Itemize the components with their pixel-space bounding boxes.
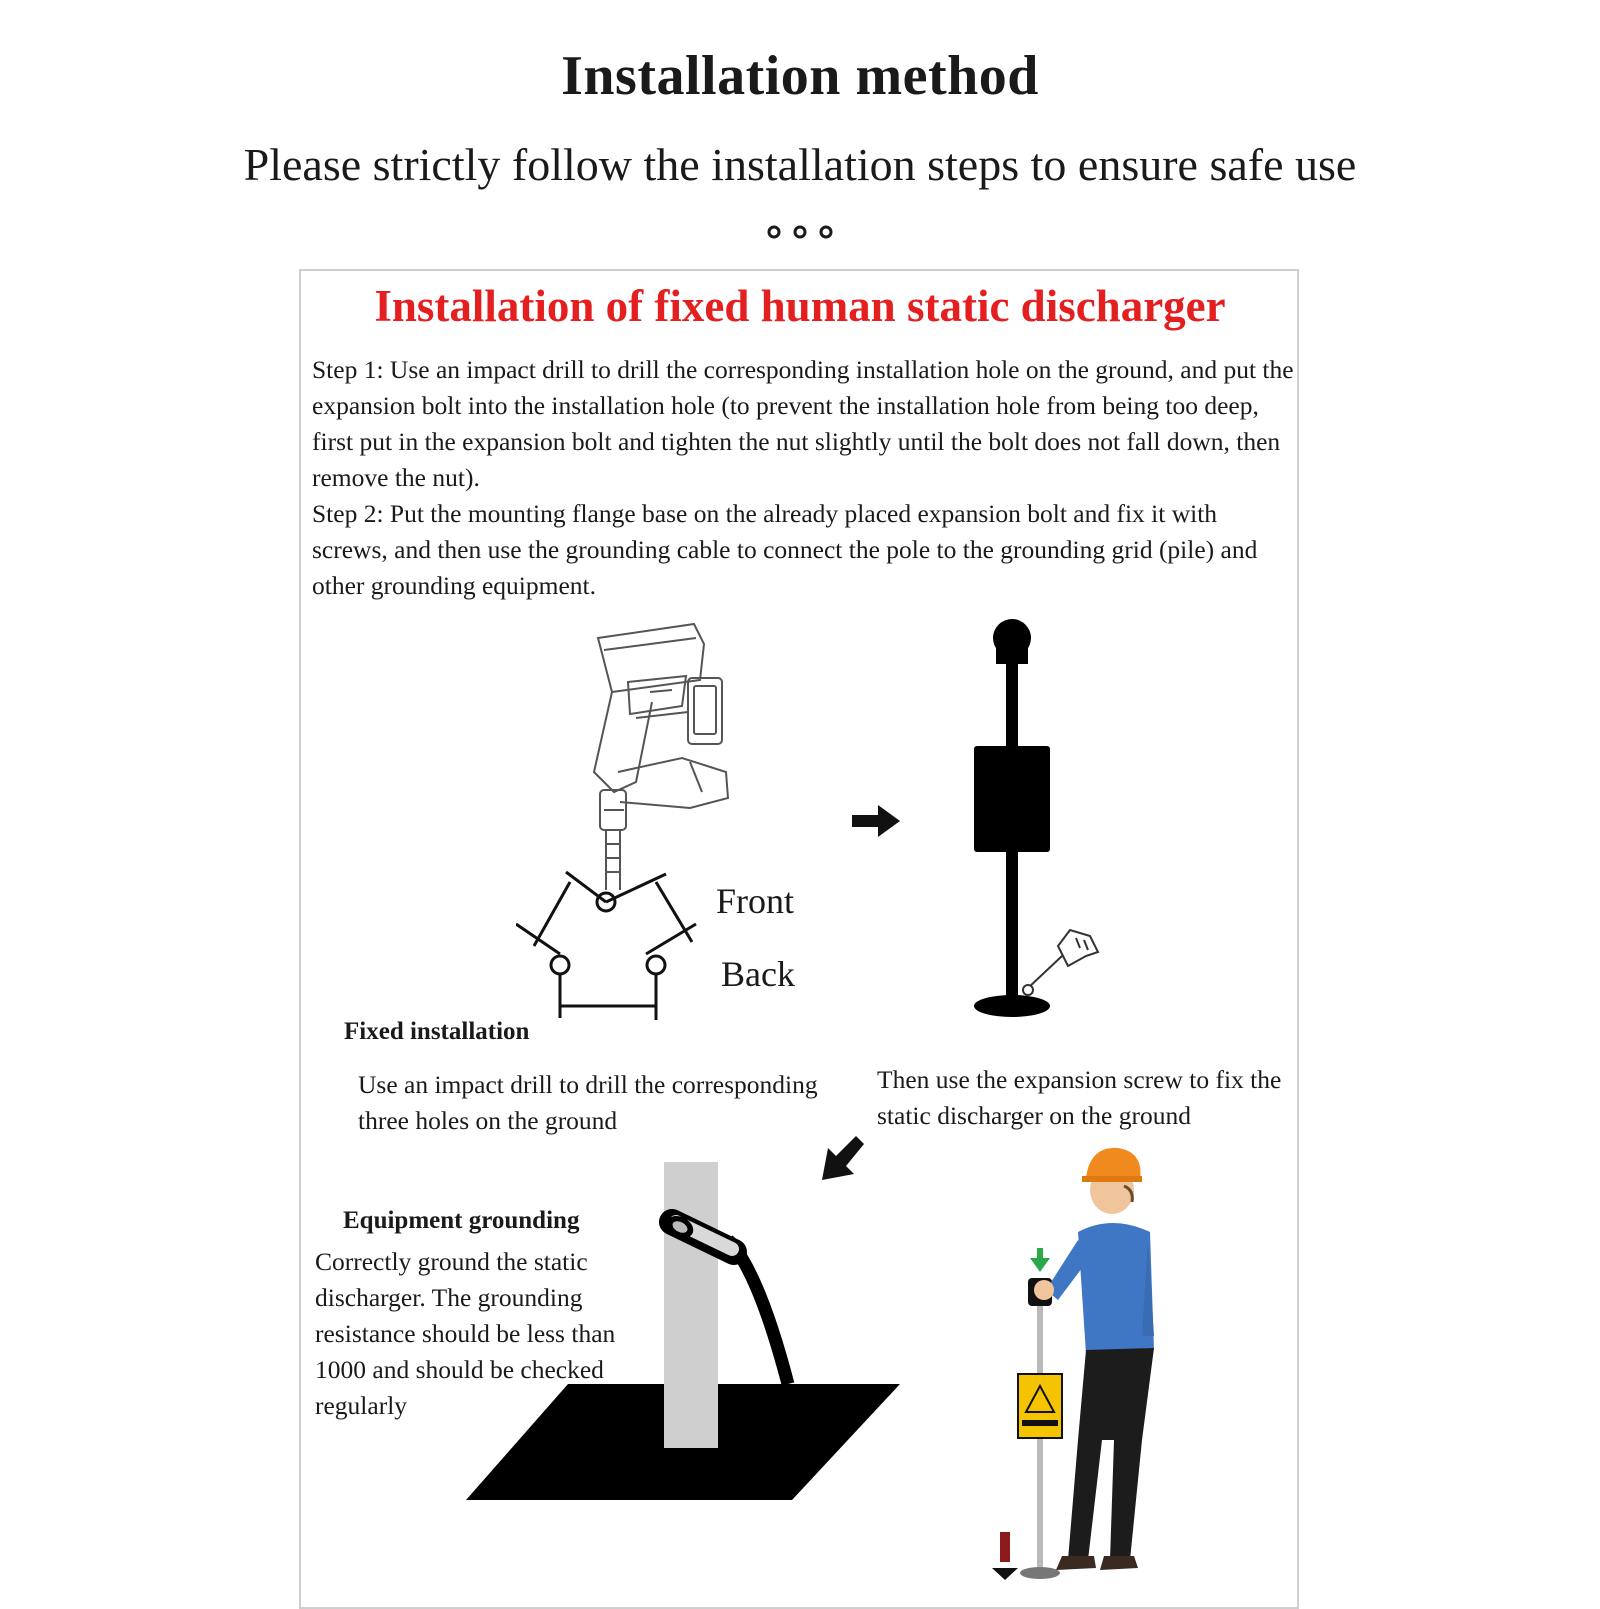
equipment-grounding-caption: Correctly ground the static discharger. The grounding resistance should be less than 1000 and should be checked regularly — [315, 1247, 616, 1420]
static-discharger-pole-icon — [966, 616, 1118, 1020]
page-subtitle: Please strictly follow the installation steps to ensure safe use — [243, 139, 1357, 190]
hole-layout-diagram — [516, 870, 712, 1030]
panel-title: Installation of fixed human static discharger — [374, 281, 1226, 331]
arrow-right-icon — [852, 804, 902, 838]
fixed-installation-caption: Use an impact drill to drill the corresponding three holes on the ground — [358, 1070, 818, 1135]
label-front: Front — [716, 881, 795, 921]
steps-text — [312, 352, 1297, 604]
step-1-text: Step 1: Use an impact drill to drill the corresponding installation hole on the ground, and put the expansion bolt into the installation hole (to prevent the installation hole from being too deep, first put in the expansion bolt and tighten the nut slightly until the bolt does not fall down, then remove the nut). — [312, 355, 1294, 492]
expansion-screw-caption: Then use the expansion screw to fix the static discharger on the ground — [877, 1065, 1282, 1130]
step-2-text: Step 2: Put the mounting flange base on the already placed expansion bolt and fix it with screws, and then use the grounding cable to connect the pole to the grounding grid (pile) and other grounding equipment. — [312, 499, 1258, 600]
page-title: Installation method — [561, 45, 1039, 107]
fixed-installation-heading: Fixed installation — [344, 1018, 530, 1045]
ellipsis-dots-icon — [766, 224, 834, 240]
worker-with-discharger-illustration — [982, 1140, 1182, 1596]
impact-drill-icon — [590, 622, 740, 894]
equipment-grounding-heading: Equipment grounding — [343, 1207, 580, 1234]
label-back: Back — [721, 954, 795, 994]
